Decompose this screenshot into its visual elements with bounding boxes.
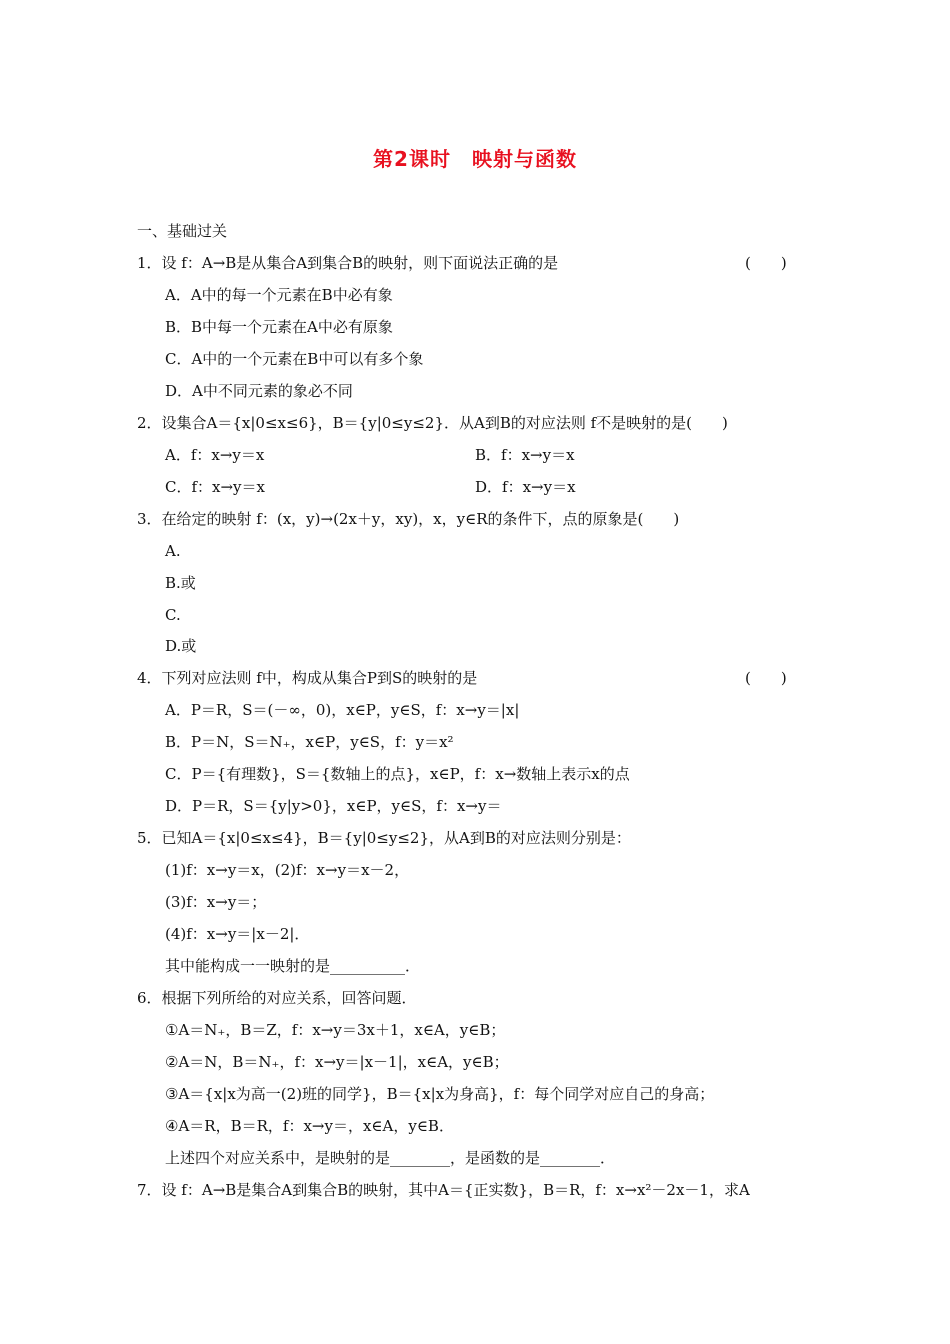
question-3-option-a: A. [165, 542, 181, 560]
question-4-option-b: B．P＝N，S＝N₊，x∈P，y∈S，f：y＝x² [165, 733, 454, 751]
question-5-line-3: (4)f：x→y＝|x－2|． [165, 925, 310, 943]
question-3-option-d: D.或 [165, 637, 197, 655]
question-3-option-b: B.或 [165, 574, 196, 592]
question-1-answer-paren: ( ) [745, 254, 787, 272]
question-4-option-a: A．P＝R，S＝(－∞，0)，x∈P，y∈S，f：x→y＝|x| [165, 701, 520, 719]
question-1-option-a: A．A中的每一个元素在B中必有象 [165, 286, 393, 304]
question-1-option-b: B．B中每一个元素在A中必有原象 [165, 318, 393, 336]
question-6-line-3: ③A＝{x|x为高一(2)班的同学}，B＝{x|x为身高}，f：每个同学对应自己的身高； [165, 1085, 715, 1103]
page-title: 第2课时 映射与函数 [373, 147, 577, 171]
question-6-line-4: ④A＝R，B＝R，f：x→y＝，x∈A，y∈B． [165, 1117, 454, 1135]
question-5-line-4: 其中能构成一一映射的是__________． [165, 957, 421, 975]
question-4-answer-paren: ( ) [745, 669, 787, 687]
question-2-option-d: D．f：x→y＝x [475, 478, 576, 496]
question-6-line-5: 上述四个对应关系中，是映射的是________，是函数的是________． [165, 1149, 616, 1167]
question-6-stem: 6．根据下列所给的对应关系，回答问题． [137, 989, 417, 1007]
question-7-stem: 7．设 f：A→B是集合A到集合B的映射，其中A＝{正实数}，B＝R，f：x→x²－2x－1，求A [137, 1181, 750, 1199]
question-6-line-2: ②A＝N，B＝N₊，f：x→y＝|x－1|，x∈A，y∈B； [165, 1053, 509, 1071]
question-3-stem: 3．在给定的映射 f：(x，y)→(2x＋y，xy)，x，y∈R的条件下，点的原象是( ) [137, 510, 680, 528]
question-4-stem: 4．下列对应法则 f中，构成从集合P到S的映射的是 [137, 669, 478, 687]
question-5-line-1: (1)f：x→y＝x，(2)f：x→y＝x－2， [165, 861, 410, 879]
question-5-stem: 5．已知A＝{x|0≤x≤4}，B＝{y|0≤y≤2}，从A到B的对应法则分别是： [137, 829, 631, 847]
question-3-option-c: C. [165, 606, 181, 624]
question-6-line-1: ①A＝N₊，B＝Z，f：x→y＝3x＋1，x∈A，y∈B； [165, 1021, 506, 1039]
question-4-option-d: D．P＝R，S＝{y|y>0}，x∈P，y∈S，f：x→y＝ [165, 797, 502, 815]
question-4-option-c: C．P＝{有理数}，S＝{数轴上的点}，x∈P，f：x→数轴上表示x的点 [165, 765, 630, 783]
question-2-stem: 2．设集合A＝{x|0≤x≤6}，B＝{y|0≤y≤2}．从A到B的对应法则 f不是映射的是( ) [137, 414, 728, 432]
question-1-option-d: D．A中不同元素的象必不同 [165, 382, 353, 400]
question-2-option-b: B．f：x→y＝x [475, 446, 575, 464]
section-heading: 一、基础过关 [137, 222, 228, 240]
question-5-line-2: (3)f：x→y＝； [165, 893, 267, 911]
question-1-option-c: C．A中的一个元素在B中可以有多个象 [165, 350, 424, 368]
question-1-stem: 1．设 f：A→B是从集合A到集合B的映射，则下面说法正确的是 [137, 254, 559, 272]
question-2-option-a: A．f：x→y＝x [165, 446, 265, 464]
question-2-option-c: C．f：x→y＝x [165, 478, 265, 496]
